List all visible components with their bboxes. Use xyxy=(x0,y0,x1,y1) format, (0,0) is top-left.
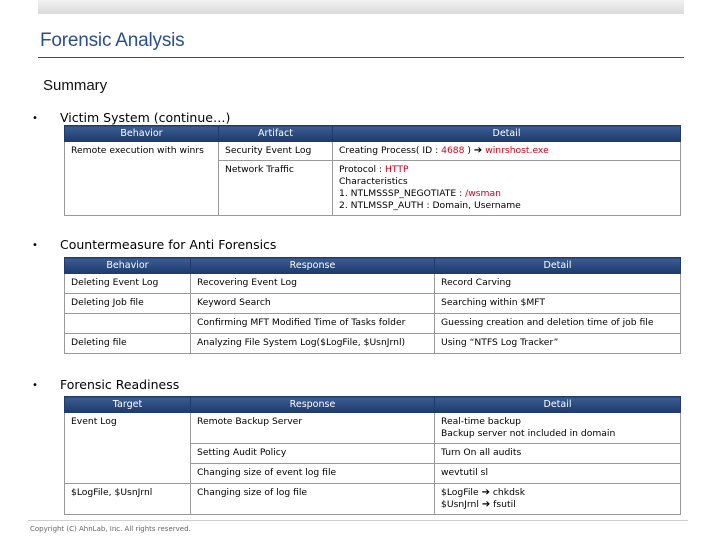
table-cell: Event Log xyxy=(65,413,191,484)
table-cell: Deleting Job file xyxy=(65,294,191,314)
column-header: Response xyxy=(191,397,435,413)
column-header: Behavior xyxy=(65,258,191,274)
victim-table xyxy=(64,125,681,216)
table-cell: Searching within $MFT xyxy=(435,294,681,314)
table-cell xyxy=(65,314,191,334)
table-row xyxy=(65,314,681,334)
table-cell: Changing size of log file xyxy=(191,484,435,515)
table-cell: Deleting Event Log xyxy=(65,274,191,294)
table-cell: $LogFile, $UsnJrnl xyxy=(65,484,191,515)
top-banner xyxy=(38,0,684,14)
bullet-icon: • xyxy=(32,380,38,391)
column-header: Detail xyxy=(333,126,681,142)
bullet-icon: • xyxy=(32,240,38,251)
table-cell: Analyzing File System Log($LogFile, $UsnJrnl) xyxy=(191,334,435,354)
table-cell: Remote Backup Server xyxy=(191,413,435,444)
table-cell: Setting Audit Policy xyxy=(191,444,435,464)
column-header: Target xyxy=(65,397,191,413)
copyright-notice: Copyright (C) AhnLab, Inc. All rights reserved. xyxy=(30,525,191,533)
footer-divider xyxy=(28,520,688,521)
arrow-right-icon: ➔ xyxy=(473,145,483,156)
table-cell: Creating Process( ID : 4688 ) ➔ winrshost.exe xyxy=(333,142,681,161)
section-heading-readiness xyxy=(32,377,179,392)
bullet-icon: • xyxy=(32,113,38,124)
slide-title: Forensic Analysis xyxy=(40,30,185,51)
table-cell: Recovering Event Log xyxy=(191,274,435,294)
table-cell: Remote execution with winrs xyxy=(65,142,219,216)
table-row xyxy=(65,413,681,444)
column-header: Response xyxy=(191,258,435,274)
table-cell: Deleting file xyxy=(65,334,191,354)
slide-subtitle: Summary xyxy=(43,77,108,94)
table-cell: wevtutil sl xyxy=(435,464,681,484)
arrow-right-icon: ➔ xyxy=(481,499,491,510)
table-cell: Confirming MFT Modified Time of Tasks folder xyxy=(191,314,435,334)
section-heading-text: Countermeasure for Anti Forensics xyxy=(60,237,277,252)
column-header: Detail xyxy=(435,397,681,413)
table-cell: Network Traffic xyxy=(219,161,333,216)
table-cell: Record Carving xyxy=(435,274,681,294)
readiness-table xyxy=(64,396,681,515)
table-row xyxy=(65,142,681,161)
title-divider xyxy=(38,57,684,58)
table-cell: Real-time backup Backup server not included in domain xyxy=(435,413,681,444)
section-heading-text: Victim System (continue…) xyxy=(60,110,231,125)
table-row xyxy=(65,334,681,354)
table-cell: Protocol : HTTP Characteristics 1. NTLMSSSP_NEGOTIATE : /wsman 2. NTLMSSP_AUTH : Domain, Username xyxy=(333,161,681,216)
table-cell: Keyword Search xyxy=(191,294,435,314)
table-cell: Using “NTFS Log Tracker” xyxy=(435,334,681,354)
column-header: Behavior xyxy=(65,126,219,142)
arrow-right-icon: ➔ xyxy=(481,487,490,498)
section-heading-victim xyxy=(32,110,230,125)
table-row xyxy=(65,274,681,294)
table-cell: $LogFile ➔ chkdsk $UsnJrnl ➔ fsutil xyxy=(435,484,681,515)
section-heading-text: Forensic Readiness xyxy=(60,377,180,392)
table-cell: Changing size of event log file xyxy=(191,464,435,484)
table-cell: Security Event Log xyxy=(219,142,333,161)
column-header: Artifact xyxy=(219,126,333,142)
column-header: Detail xyxy=(435,258,681,274)
table-row xyxy=(65,484,681,515)
table-cell: Turn On all audits xyxy=(435,444,681,464)
section-heading-countermeasure xyxy=(32,237,276,252)
table-cell: Guessing creation and deletion time of job file xyxy=(435,314,681,334)
table-row xyxy=(65,294,681,314)
countermeasure-table xyxy=(64,257,681,354)
